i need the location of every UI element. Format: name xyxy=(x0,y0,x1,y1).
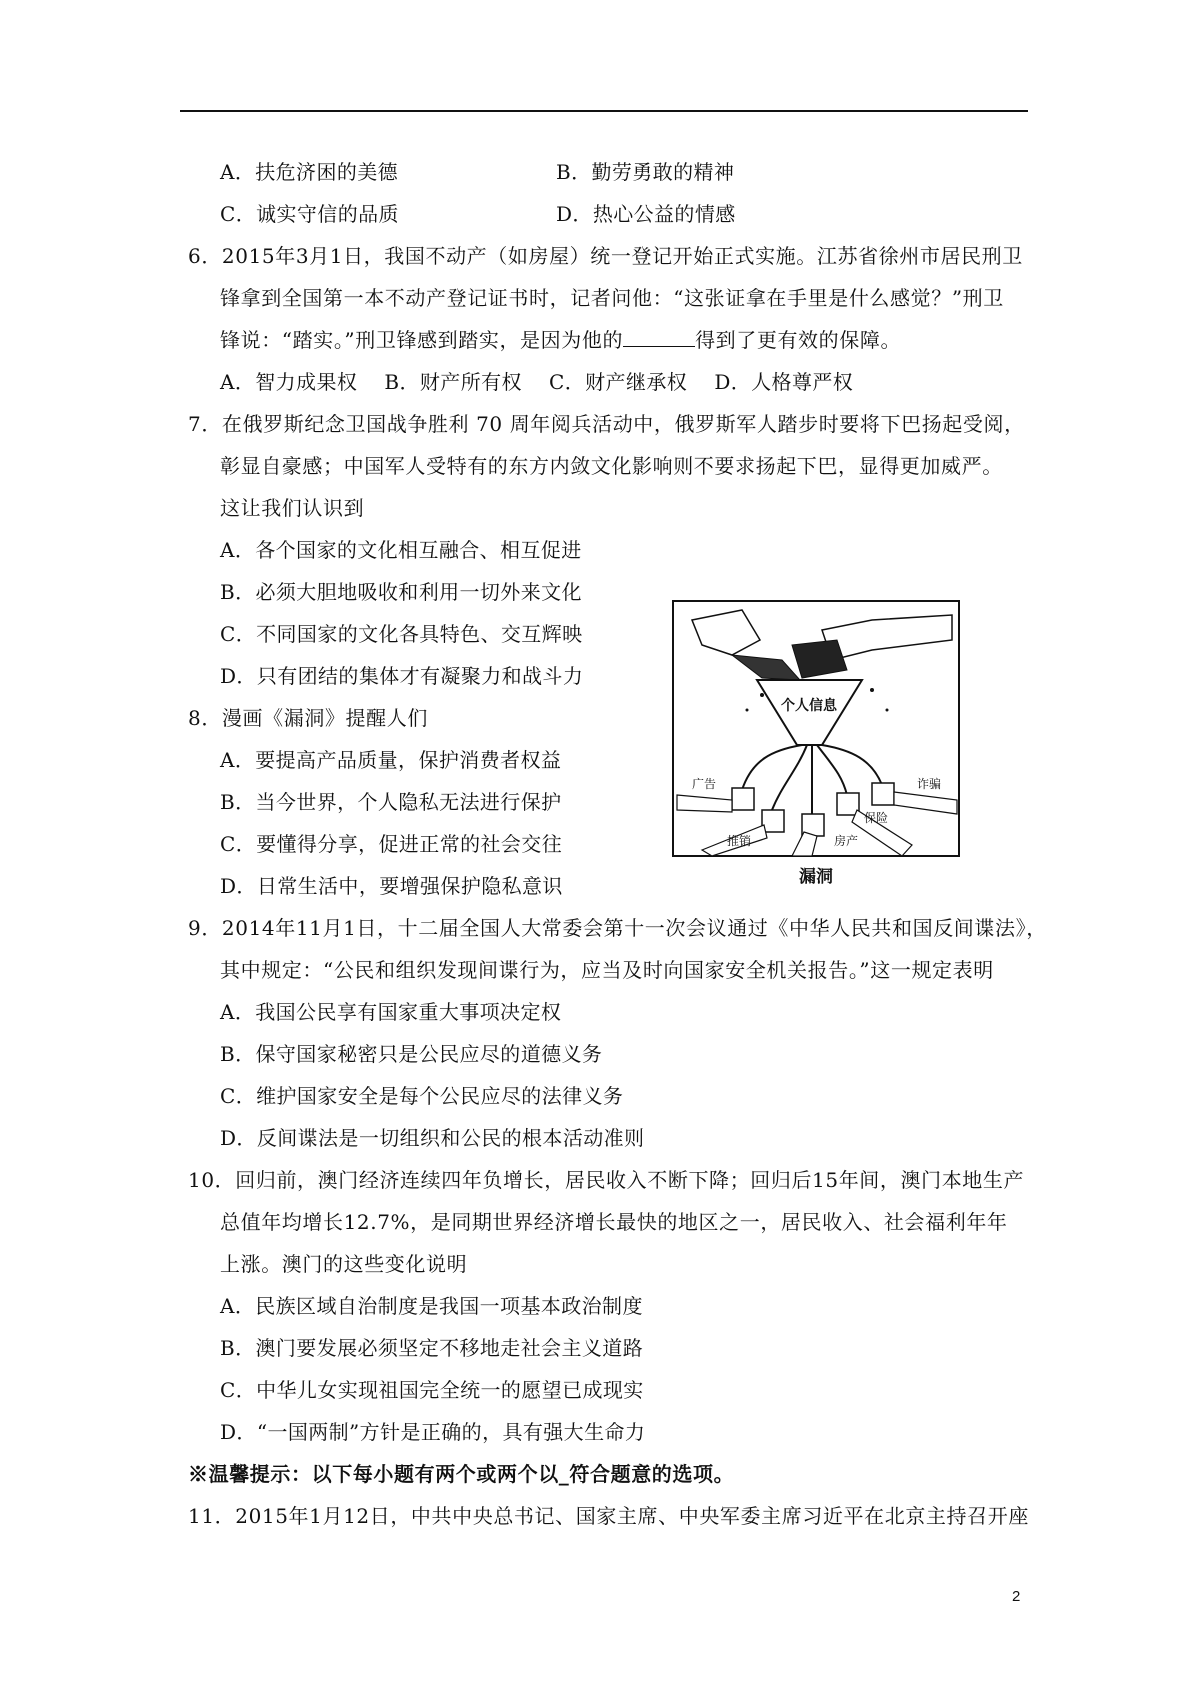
drop-icon xyxy=(760,693,764,697)
q5-option-c: C．诚实守信的品质 xyxy=(220,202,399,226)
drop-icon xyxy=(746,709,749,712)
q10-option-d: D．“一国两制”方针是正确的，具有强大生命力 xyxy=(220,1420,646,1444)
q6-stem-line3 xyxy=(220,327,901,353)
q10-stem-line2: 总值年均增长12.7%，是同期世界经济增长最快的地区之一，居民收入、社会福利年年 xyxy=(220,1210,1008,1234)
q6-stem-line3-pre: 锋说：“踏实。”刑卫锋感到踏实，是因为他的 xyxy=(220,328,624,352)
tip-notice: ※温馨提示：以下每小题有两个或两个以_符合题意的选项。 xyxy=(188,1462,735,1486)
q11-stem-line1: 11．2015年1月12日，中共中央总书记、国家主席、中央军委主席习近平在北京主持召开座 xyxy=(188,1504,1029,1528)
q10-option-b: B．澳门要发展必须坚定不移地走社会主义道路 xyxy=(220,1336,644,1360)
cup-label-insurance: 保险 xyxy=(864,811,889,825)
q10-option-c: C．中华儿女实现祖国完全统一的愿望已成现实 xyxy=(220,1378,644,1402)
q7-option-d: D．只有团结的集体才有凝聚力和战斗力 xyxy=(220,664,584,688)
q6-stem-line3-post: 得到了更有效的保障。 xyxy=(695,328,902,352)
q10-stem-line1: 10．回归前，澳门经济连续四年负增长，居民收入不断下降；回归后15年间，澳门本地生产 xyxy=(188,1168,1025,1192)
q8-option-c: C．要懂得分享，促进正常的社会交往 xyxy=(220,832,563,856)
q5-option-d: D．热心公益的情感 xyxy=(556,202,736,226)
header-rule xyxy=(180,110,1028,112)
q9-stem-line2: 其中规定：“公民和组织发现间谍行为，应当及时向国家安全机关报告。”这一规定表明 xyxy=(220,958,994,982)
q7-option-b: B．必须大胆地吸收和利用一切外来文化 xyxy=(220,580,582,604)
q10-option-a: A．民族区域自治制度是我国一项基本政治制度 xyxy=(220,1294,643,1318)
cartoon-illustration xyxy=(672,600,960,890)
q9-stem-line1: 9．2014年11月1日，十二届全国人大常委会第十一次会议通过《中华人民共和国反间谍法》， xyxy=(188,916,1047,940)
q6-answer-blank xyxy=(623,328,695,347)
cup-5-icon xyxy=(872,783,894,805)
q8-option-b: B．当今世界，个人隐私无法进行保护 xyxy=(220,790,562,814)
page-number: 2 xyxy=(1012,1588,1021,1605)
q9-option-a: A．我国公民享有国家重大事项决定权 xyxy=(220,1000,562,1024)
q7-stem-line1: 7．在俄罗斯纪念卫国战争胜利 70 周年阅兵活动中，俄罗斯军人踏步时要将下巴扬起受阅， xyxy=(188,412,1025,436)
q8-option-d: D．日常生活中，要增强保护隐私意识 xyxy=(220,874,563,898)
q9-option-c: C．维护国家安全是每个公民应尽的法律义务 xyxy=(220,1084,624,1108)
cup-1-icon xyxy=(732,788,754,810)
q7-option-c: C．不同国家的文化各具特色、交互辉映 xyxy=(220,622,583,646)
drop-icon xyxy=(886,709,889,712)
drop-icon xyxy=(870,688,874,692)
q7-option-a: A．各个国家的文化相互融合、相互促进 xyxy=(220,538,582,562)
q5-option-a: A．扶危济困的美德 xyxy=(220,160,399,184)
cup-label-realestate: 房产 xyxy=(834,834,859,848)
q6-options: A．智力成果权 B．财产所有权 C．财产继承权 D．人格尊严权 xyxy=(220,370,854,394)
q10-stem-line3: 上涨。澳门的这些变化说明 xyxy=(220,1252,468,1276)
cup-label-sales: 推销 xyxy=(727,834,752,848)
q6-stem-line2: 锋拿到全国第一本不动产登记证书时，记者问他：“这张证拿在手里是什么感觉？”刑卫 xyxy=(220,286,1004,310)
q6-stem-line1: 6．2015年3月1日，我国不动产（如房屋）统一登记开始正式实施。江苏省徐州市居民刑卫 xyxy=(188,244,1023,268)
q8-option-a: A．要提高产品质量，保护消费者权益 xyxy=(220,748,562,772)
cup-label-ad: 广告 xyxy=(692,777,717,791)
q9-option-d: D．反间谍法是一切组织和公民的根本活动准则 xyxy=(220,1126,645,1150)
q5-option-b: B．勤劳勇敢的精神 xyxy=(556,160,735,184)
q7-stem-line2: 彰显自豪感；中国军人受特有的东方内敛文化影响则不要求扬起下巴，显得更加威严。 xyxy=(220,454,1003,478)
q9-option-b: B．保守国家秘密只是公民应尽的道德义务 xyxy=(220,1042,603,1066)
cartoon-caption: 漏洞 xyxy=(799,867,833,887)
funnel-label: 个人信息 xyxy=(781,698,837,714)
q7-stem-line3: 这让我们认识到 xyxy=(220,496,365,520)
cup-label-fraud: 诈骗 xyxy=(917,777,942,791)
q8-stem: 8．漫画《漏洞》提醒人们 xyxy=(188,706,428,730)
